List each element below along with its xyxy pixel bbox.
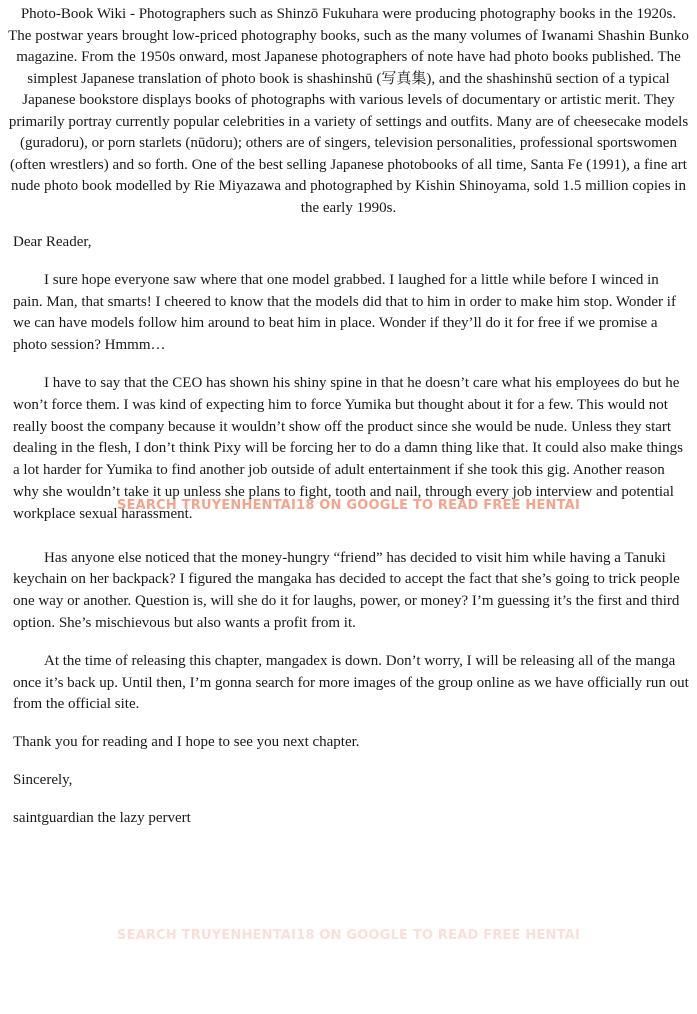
letter-paragraph-4: At the time of releasing this chapter, mangadex is down. Don’t worry, I will be releasing all of the manga once it’s back up. Until then, I’m gonna search for more images of the group online as we have officially run out from the official site. [13, 652, 689, 713]
letter-paragraph-2: I have to say that the CEO has shown his shiny spine in that he doesn’t care what his employees do but he won’t force them. I was kind of expecting him to force Yumika but thought about it for a few. This would not really boost the company because it wouldn’t show off the product since she would be nude. Unless they start dealing in the flesh, I don’t think Pixy will be forcing her to do a damn thing like that. It could also make things a lot harder for Yumika to find another job outside of adult entertainment if she took this gig. Another reason why she wouldn’t take it up unless she plans to fight, tooth and nail, through every job interview and potential workplace sexual harassment. [13, 374, 684, 522]
watermark-top: SEARCH TRUYENHENTAI18 ON GOOGLE TO READ FREE HENTAI [117, 498, 580, 513]
letter-thanks: Thank you for reading and I hope to see you next chapter. [13, 734, 360, 751]
photo-book-wiki-excerpt: Photo-Book Wiki - Photographers such as Shinzō Fukuhara were producing photography books in the 1920s. The postwar years brought low-priced photography books, such as the many volumes of Iwanami Shashin Bunko magazine. From the 1950s onward, most Japanese photographers of note have had photo books published. The simplest Japanese translation of photo book is shashinshū (写真集), and the shashinshū section of a typical Japanese bookstore displays books of photographs with various levels of documentary or artistic merit. They primarily portray currently popular celebrities in a variety of settings and outfits. Many are of cheesecake models (guradoru), or porn starlets (nūdoru); others are of singers, television personalities, professional sportswomen (often wrestlers) and so forth. One of the best selling Japanese photobooks of all time, Santa Fe (1991), a fine art nude photo book modelled by Rie Miyazawa and photographed by Kishin Shinoyama, sold 1.5 million copies in the early 1990s. [8, 6, 689, 216]
watermark-bottom: SEARCH TRUYENHENTAI18 ON GOOGLE TO READ FREE HENTAI [117, 928, 580, 943]
letter-paragraph-3: Has anyone else noticed that the money-hungry “friend” has decided to visit him while having a Tanuki keychain on her backpack? I figured the mangaka has decided to accept the fact that she’s going to trick people one way or another. Question is, will she do it for laughs, power, or money? I’m guessing it’s the first and third option. She’s mischievous but also wants a profit from it. [13, 549, 680, 631]
letter-greeting: Dear Reader, [13, 234, 92, 250]
letter-signature: saintguardian the lazy pervert [13, 809, 191, 826]
letter-closing: Sincerely, [13, 771, 73, 788]
letter [13, 232, 689, 846]
letter-paragraph-1: I sure hope everyone saw where that one model grabbed. I laughed for a little while before I winced in pain. Man, that smarts! I cheered to know that the models did that to him in order to make him stop. Wonder if we can have models follow him around to beat him in place. Wonder if they’ll do it for free if we promise a photo session? Hmmm… [13, 271, 676, 354]
